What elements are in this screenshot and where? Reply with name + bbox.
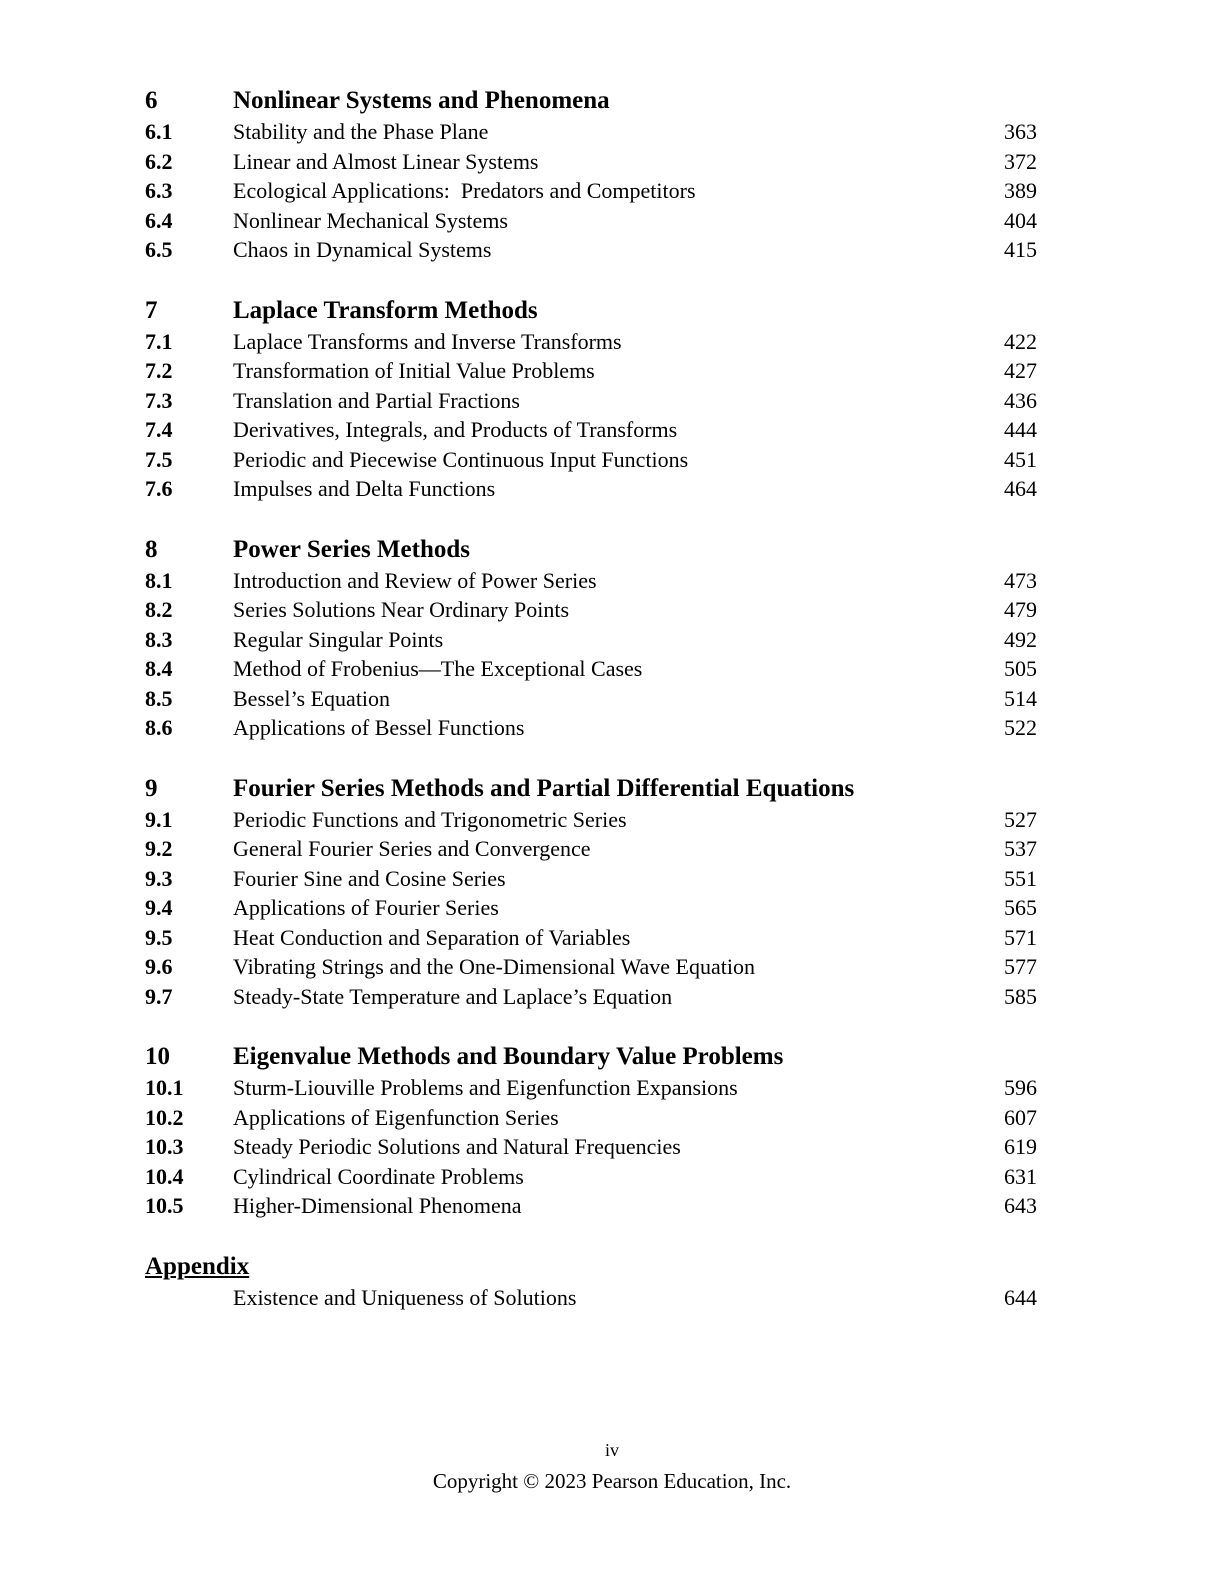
section-title: Method of Frobenius—The Exceptional Cases: [233, 656, 643, 681]
section-title: Heat Conduction and Separation of Variables: [233, 924, 631, 950]
toc-entry: [145, 595, 1037, 625]
chapter-title: Eigenvalue Methods and Boundary Value Problems: [233, 1043, 784, 1070]
table-of-contents: [145, 85, 1037, 1312]
section-page-number: 537: [1004, 836, 1037, 861]
section-page-number: 479: [1004, 597, 1037, 622]
toc-entry: [145, 952, 1037, 982]
chapter-title: Fourier Series Methods and Partial Differential Equations: [233, 774, 855, 802]
section-page-number: 363: [1004, 119, 1037, 144]
section-number: 10.2: [145, 1104, 184, 1130]
section-title: Vibrating Strings and the One-Dimensional Wave Equation: [233, 954, 755, 979]
toc-entry: [145, 1073, 1037, 1103]
appendix-section: [145, 1251, 1037, 1313]
section-page-number: 522: [1004, 715, 1037, 740]
section-number: 6.1: [145, 119, 173, 144]
section-number: 9.6: [145, 954, 173, 979]
section-title: Applications of Fourier Series: [233, 895, 499, 920]
section-page-number: 527: [1004, 806, 1037, 832]
chapter-number: 9: [145, 774, 158, 802]
section-number: 7.4: [145, 417, 173, 442]
toc-entry: [145, 176, 1037, 206]
appendix-heading: Appendix: [145, 1252, 250, 1280]
section-number: 9.7: [145, 983, 173, 1009]
section-number: 6.3: [145, 178, 173, 203]
toc-entry: [145, 805, 1037, 835]
section-page-number: 585: [1004, 983, 1037, 1009]
section-title: General Fourier Series and Convergence: [233, 836, 591, 861]
section-number: 8.3: [145, 626, 173, 652]
chapter-heading-row: [145, 1041, 1037, 1073]
section-page-number: 644: [1004, 1284, 1037, 1310]
toc-entry: [145, 893, 1037, 923]
toc-entry: [145, 117, 1037, 147]
section-title: Applications of Bessel Functions: [233, 715, 525, 740]
chapter-title: Nonlinear Systems and Phenomena: [233, 87, 610, 114]
chapter-title: Power Series Methods: [233, 535, 470, 563]
toc-entry: [145, 445, 1037, 475]
chapter-number: 10: [145, 1043, 170, 1070]
section-title: Transformation of Initial Value Problems: [233, 358, 595, 383]
toc-entry: [145, 474, 1037, 504]
page-number-roman: iv: [604, 1440, 619, 1460]
section-page-number: 551: [1004, 865, 1037, 891]
toc-entry: [145, 713, 1037, 743]
section-title: Chaos in Dynamical Systems: [233, 237, 492, 262]
chapter-section: [145, 295, 1037, 504]
chapter-number: 6: [145, 87, 158, 114]
section-number: 8.6: [145, 715, 173, 740]
toc-entry: [145, 327, 1037, 357]
section-number: 9.2: [145, 836, 173, 861]
section-number: 6.4: [145, 207, 173, 233]
toc-entry: [145, 684, 1037, 714]
section-title: Periodic and Piecewise Continuous Input Functions: [233, 446, 689, 472]
section-title: Applications of Eigenfunction Series: [233, 1104, 559, 1130]
toc-entry: [145, 415, 1037, 445]
chapter-number: 8: [145, 535, 158, 563]
section-page-number: 619: [1004, 1134, 1037, 1159]
section-page-number: 565: [1004, 895, 1037, 920]
toc-entry: [145, 982, 1037, 1012]
section-title: Ecological Applications: Predators and Competitors: [233, 178, 696, 203]
chapter-section: [145, 534, 1037, 743]
section-page-number: 631: [1004, 1163, 1037, 1189]
section-page-number: 451: [1004, 446, 1037, 472]
toc-entry: [145, 147, 1037, 177]
toc-entry: [145, 566, 1037, 596]
section-page-number: 492: [1004, 626, 1037, 652]
chapter-section: [145, 1041, 1037, 1221]
toc-entry: [145, 864, 1037, 894]
chapter-title: Laplace Transform Methods: [233, 296, 538, 324]
chapter-section: [145, 773, 1037, 1012]
section-page-number: 464: [1004, 476, 1037, 501]
section-title: Laplace Transforms and Inverse Transforms: [233, 328, 622, 354]
section-page-number: 571: [1004, 924, 1037, 950]
toc-entry: [145, 1103, 1037, 1133]
section-number: 10.1: [145, 1075, 184, 1100]
section-page-number: 577: [1004, 954, 1037, 979]
section-page-number: 596: [1004, 1075, 1037, 1100]
section-number: 7.5: [145, 446, 173, 472]
toc-entry: [145, 1191, 1037, 1221]
toc-entry: [145, 386, 1037, 416]
section-number: 6.2: [145, 148, 173, 174]
section-title: Translation and Partial Fractions: [233, 387, 520, 413]
section-title: Steady-State Temperature and Laplace’s Equation: [233, 983, 673, 1009]
section-title: Impulses and Delta Functions: [233, 476, 496, 501]
section-page-number: 473: [1004, 567, 1037, 593]
section-page-number: 404: [1004, 207, 1037, 233]
section-page-number: 505: [1004, 656, 1037, 681]
chapter-number: 7: [145, 296, 158, 324]
section-page-number: 514: [1004, 685, 1037, 711]
toc-entry: [145, 625, 1037, 655]
section-page-number: 422: [1004, 328, 1037, 354]
section-number: 7.2: [145, 358, 173, 383]
section-number: 9.5: [145, 924, 173, 950]
toc-entry: [145, 834, 1037, 864]
section-title: Stability and the Phase Plane: [233, 119, 489, 144]
section-page-number: 427: [1004, 358, 1037, 383]
section-page-number: 415: [1004, 237, 1037, 262]
section-title: Regular Singular Points: [233, 626, 444, 652]
section-title: Sturm-Liouville Problems and Eigenfunction Expansions: [233, 1075, 738, 1100]
section-title: Nonlinear Mechanical Systems: [233, 207, 508, 233]
section-title: Linear and Almost Linear Systems: [233, 148, 539, 174]
toc-entry: [145, 356, 1037, 386]
section-title: Periodic Functions and Trigonometric Series: [233, 806, 627, 832]
section-title: Steady Periodic Solutions and Natural Frequencies: [233, 1134, 681, 1159]
section-number: 10.5: [145, 1193, 184, 1218]
chapter-heading-row: [145, 534, 1037, 566]
section-title: Fourier Sine and Cosine Series: [233, 865, 506, 891]
section-number: 7.3: [145, 387, 173, 413]
chapter-section: [145, 85, 1037, 265]
copyright-line: Copyright © 2023 Pearson Education, Inc.: [432, 1469, 792, 1493]
section-number: 8.4: [145, 656, 173, 681]
section-title: Higher-Dimensional Phenomena: [233, 1193, 522, 1218]
section-number: 9.3: [145, 865, 173, 891]
toc-entry: [145, 654, 1037, 684]
toc-entry: [145, 923, 1037, 953]
section-page-number: 643: [1004, 1193, 1037, 1218]
chapter-heading-row: [145, 85, 1037, 117]
toc-entry: [145, 1132, 1037, 1162]
section-number: 10.4: [145, 1163, 184, 1189]
section-title: Bessel’s Equation: [233, 685, 391, 711]
section-number: 7.1: [145, 328, 173, 354]
section-number: 8.5: [145, 685, 173, 711]
section-number: 8.2: [145, 597, 173, 622]
section-number: 9.4: [145, 895, 173, 920]
section-title: Introduction and Review of Power Series: [233, 567, 597, 593]
chapter-heading-row: [145, 773, 1037, 805]
appendix-heading-row: [145, 1251, 1037, 1283]
section-title: Existence and Uniqueness of Solutions: [233, 1284, 577, 1310]
section-number: 7.6: [145, 476, 173, 501]
section-number: 10.3: [145, 1134, 184, 1159]
section-page-number: 436: [1004, 387, 1037, 413]
section-page-number: 607: [1004, 1104, 1037, 1130]
section-page-number: 444: [1004, 417, 1037, 442]
section-number: 6.5: [145, 237, 173, 262]
section-title: Cylindrical Coordinate Problems: [233, 1163, 524, 1189]
toc-entry: [145, 1283, 1037, 1313]
section-title: Series Solutions Near Ordinary Points: [233, 597, 570, 622]
toc-entry: [145, 206, 1037, 236]
section-page-number: 372: [1004, 148, 1037, 174]
section-number: 9.1: [145, 806, 173, 832]
toc-entry: [145, 235, 1037, 265]
section-title: Derivatives, Integrals, and Products of Transforms: [233, 417, 678, 442]
section-number: 8.1: [145, 567, 173, 593]
toc-entry: [145, 1162, 1037, 1192]
section-page-number: 389: [1004, 178, 1037, 203]
chapter-heading-row: [145, 295, 1037, 327]
